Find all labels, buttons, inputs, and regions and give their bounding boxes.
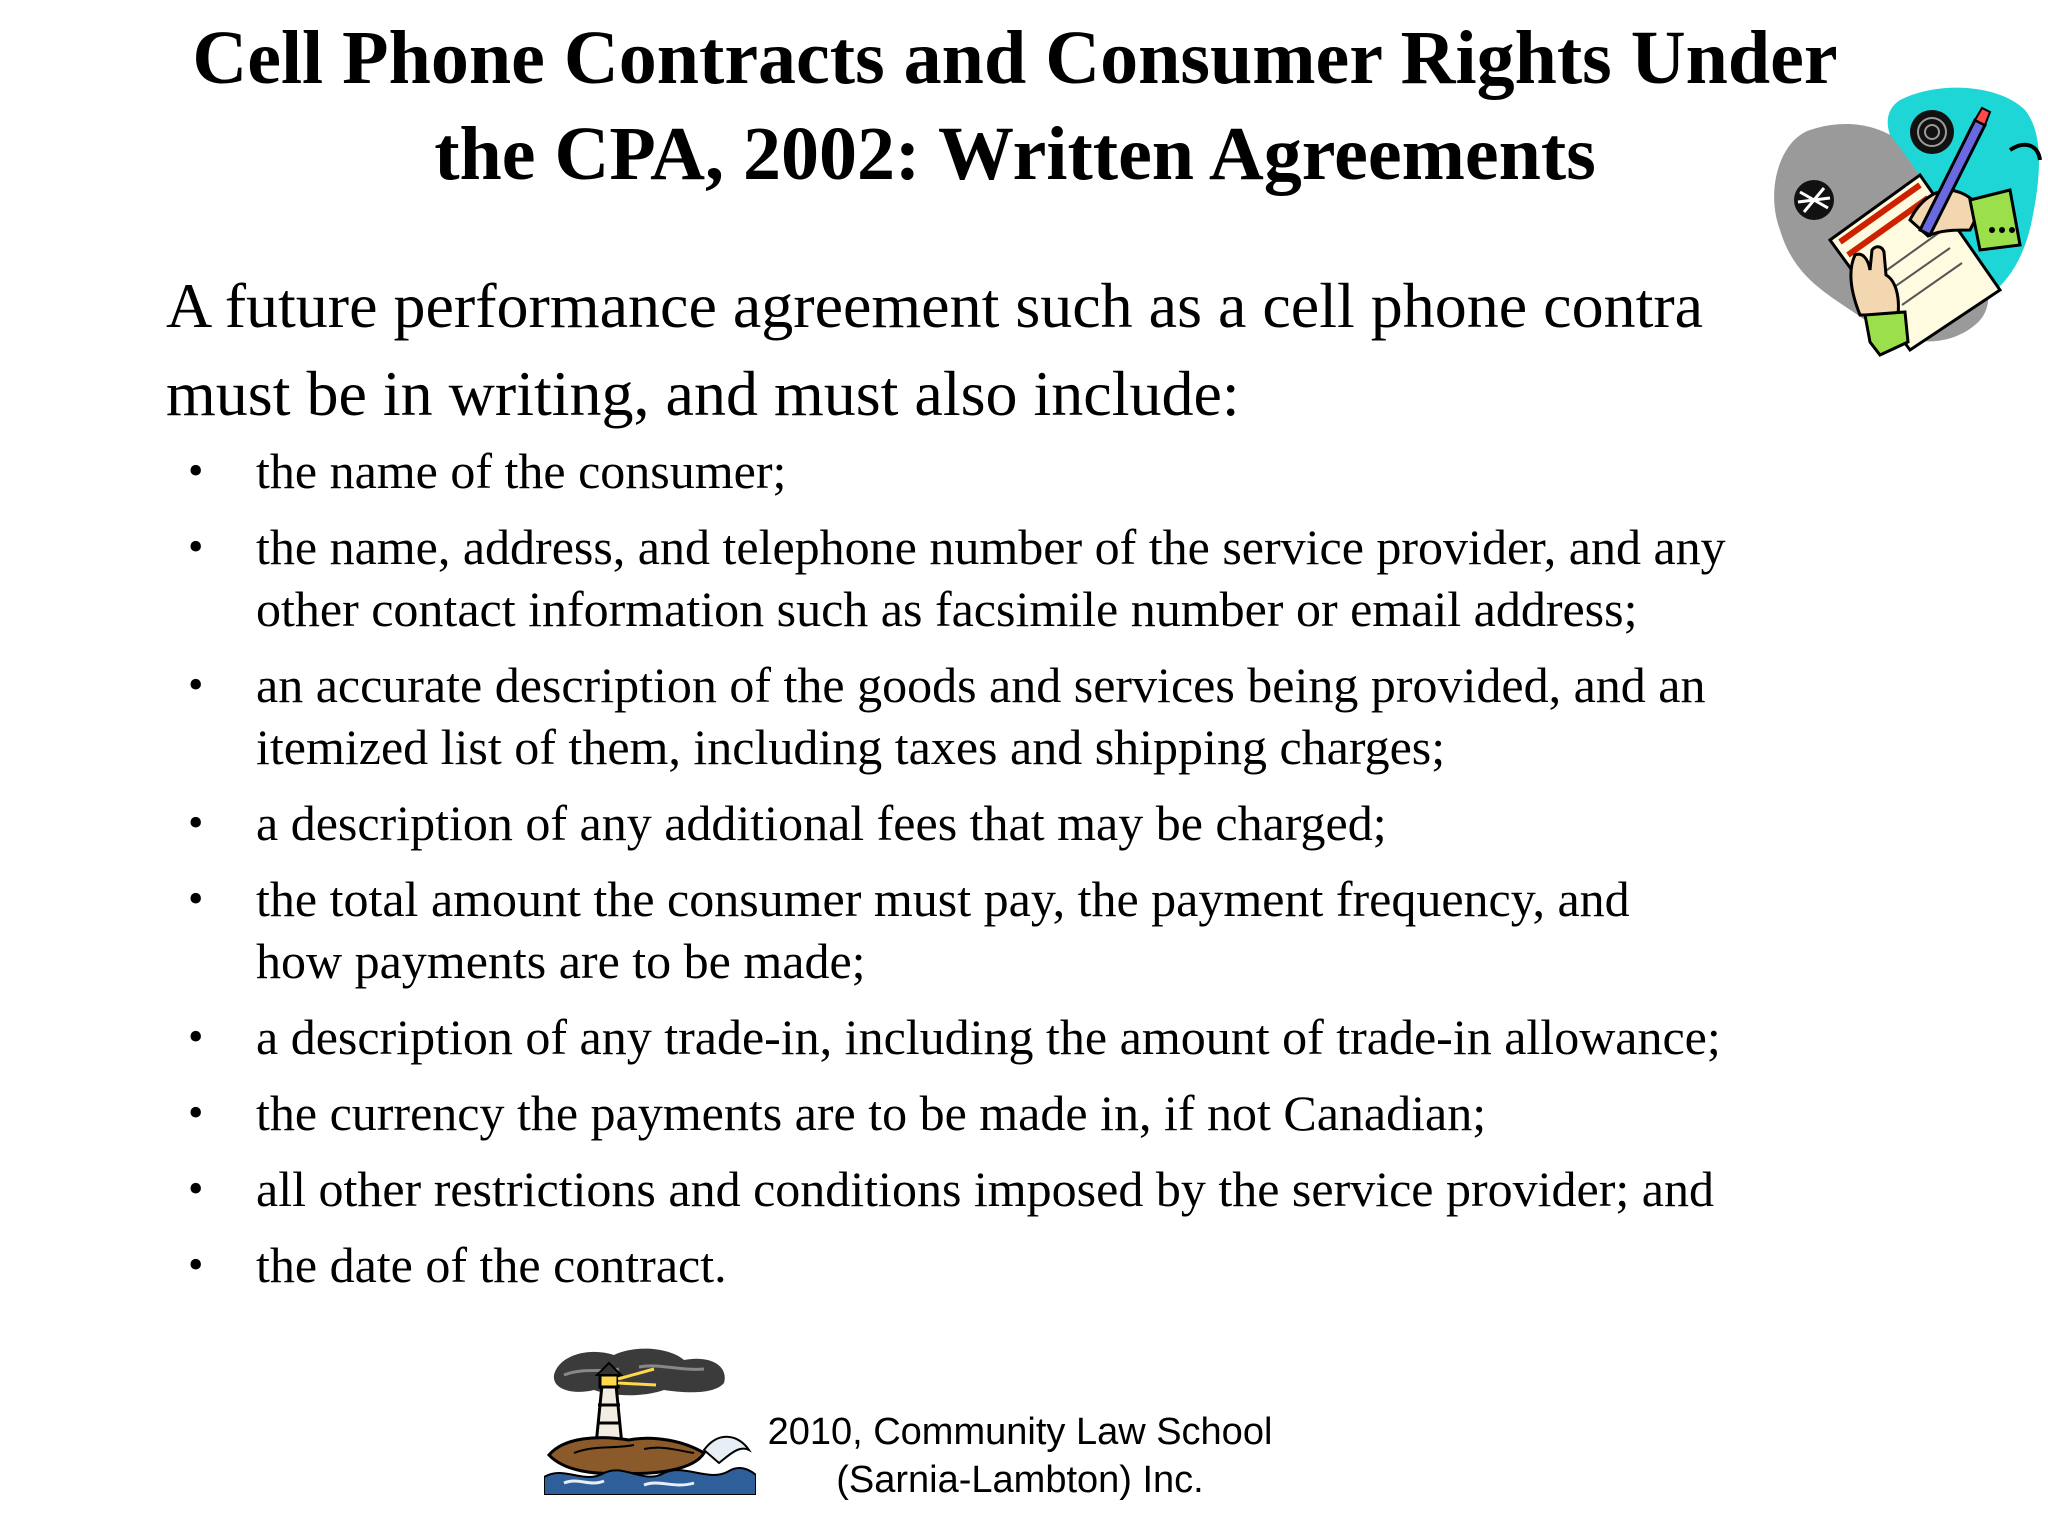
intro-line: must be in writing, and must also include: (166, 358, 1240, 429)
list-item-line: the name of the consumer; (256, 443, 787, 499)
bullet-icon: • (188, 1012, 204, 1061)
list-item-line: a description of any trade-in, including the amount of trade-in allowance; (256, 1009, 1721, 1065)
bullet-icon: • (188, 660, 204, 709)
bullet-icon: • (188, 874, 204, 923)
list-item-line: all other restrictions and conditions imposed by the service provider; and (256, 1161, 1714, 1217)
list-item-text (256, 868, 1976, 992)
list-item-line: other contact information such as facsimile number or email address; (256, 581, 1638, 637)
list-item-line: the currency the payments are to be made in, if not Canadian; (256, 1085, 1487, 1141)
list-item-text (256, 1082, 1976, 1144)
bullet-icon: • (188, 798, 204, 847)
list-item-line: how payments are to be made; (256, 933, 866, 989)
bullet-icon: • (188, 1088, 204, 1137)
intro-paragraph (166, 262, 1816, 438)
list-item-line: the name, address, and telephone number of the service provider, and any (256, 519, 1726, 575)
list-item-text (256, 516, 1976, 640)
list-item-text (256, 440, 1976, 502)
list-item-text (256, 1006, 1976, 1068)
lighthouse-logo-icon (544, 1345, 756, 1495)
bullet-icon: • (188, 522, 204, 571)
list-item-text (256, 654, 1976, 778)
list-item-text (256, 792, 1976, 854)
footer-line: (Sarnia-Lambton) Inc. (836, 1459, 1204, 1501)
footer-line: 2010, Community Law School (767, 1411, 1273, 1453)
list-item-line: a description of any additional fees that may be charged; (256, 795, 1387, 851)
slide-title (110, 10, 1920, 202)
footer-copyright (740, 1408, 1300, 1504)
intro-line: A future performance agreement such as a cell phone contra (166, 270, 1704, 341)
bullet-icon: • (188, 1164, 204, 1213)
bullet-icon: • (188, 446, 204, 495)
bullet-icon: • (188, 1240, 204, 1289)
list-item-text (256, 1234, 1976, 1296)
list-item-line: an accurate description of the goods and services being provided, and an (256, 657, 1706, 713)
list-item-text (256, 1158, 1976, 1220)
list-item-line: the total amount the consumer must pay, the payment frequency, and (256, 871, 1630, 927)
slide-title-line: the CPA, 2002: Written Agreements (434, 112, 1596, 196)
slide-title-line: Cell Phone Contracts and Consumer Rights Under (192, 16, 1838, 100)
list-item-line: the date of the contract. (256, 1237, 727, 1293)
list-item-line: itemized list of them, including taxes and shipping charges; (256, 719, 1446, 775)
